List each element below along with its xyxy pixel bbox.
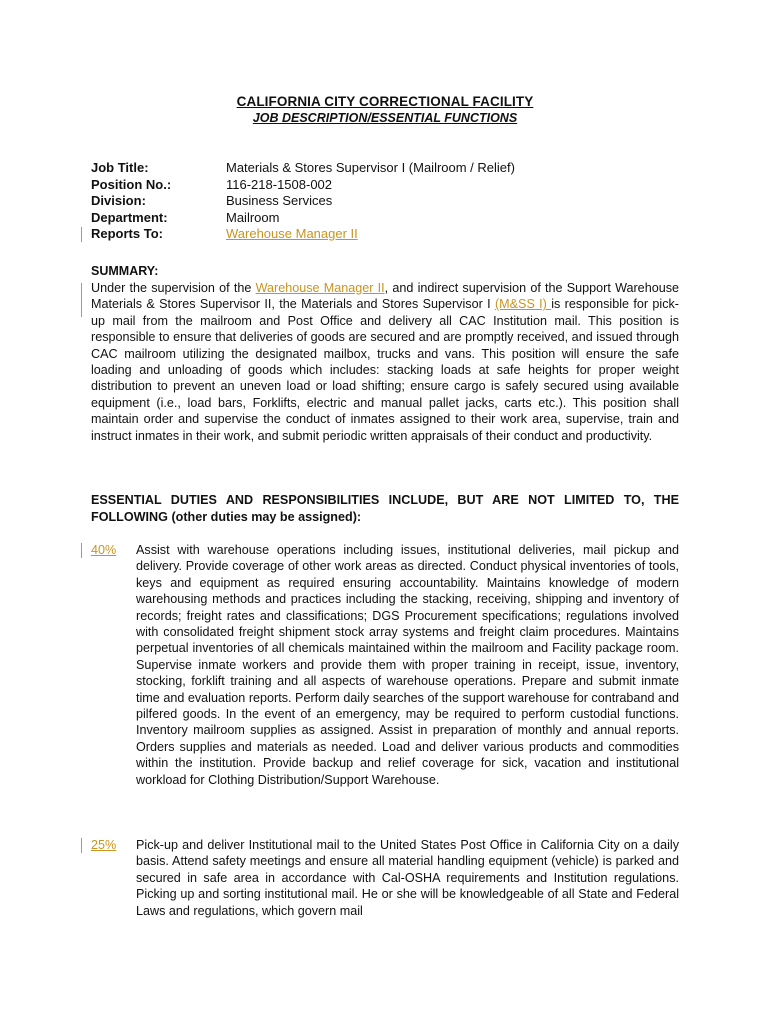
summary-paragraph: [91, 280, 679, 444]
change-bar: [81, 283, 82, 317]
position-value: 116-218-1508-002: [226, 176, 333, 192]
summary-text: , and indirect supervision of the Support Warehouse Materials & Stores Supervisor II, the Materials and Stores Supervisor I: [91, 281, 680, 312]
summary-text: Under the supervision of the: [91, 281, 256, 295]
change-bar: [81, 543, 82, 558]
division-label: Division:: [91, 193, 146, 208]
department-row: [91, 210, 681, 227]
job-info-block: [91, 160, 681, 243]
change-bar: [81, 838, 82, 853]
summary-heading: SUMMARY:: [91, 264, 159, 278]
duties-heading: ESSENTIAL DUTIES AND RESPONSIBILITIES INCLUDE, BUT ARE NOT LIMITED TO, THE FOLLOWING (other duties may be assigned):: [91, 493, 679, 524]
mss-link[interactable]: (M&SS I): [494, 297, 552, 312]
document-title: CALIFORNIA CITY CORRECTIONAL FACILITY: [236, 94, 534, 109]
department-value: Mailroom: [226, 209, 280, 225]
division-row: [91, 193, 681, 210]
job-title-value: Materials & Stores Supervisor I (Mailroom / Relief): [226, 160, 515, 175]
reports-to-row: [91, 226, 681, 243]
reports-to-label: Reports To:: [91, 226, 163, 241]
job-title-label: Job Title:: [91, 160, 149, 175]
warehouse-manager-link[interactable]: Warehouse Manager II: [255, 281, 385, 295]
department-label: Department:: [91, 209, 168, 225]
division-value: Business Services: [226, 193, 333, 208]
change-bar: [81, 227, 82, 242]
position-label: Position No.:: [91, 176, 172, 192]
job-title-row: [91, 160, 681, 177]
reports-to-link[interactable]: Warehouse Manager II: [226, 226, 358, 241]
duty-percent-link[interactable]: 25%: [91, 838, 117, 852]
duty-description: Assist with warehouse operations including issues, institutional deliveries, mail pickup and delivery. Provide coverage of other work areas as directed. Conduct physical inventories of tools, keys and equipment as required ensuring accountability. Maintains knowledge of modern warehousing methods and practices including the stacking, receiving, shipping and inventory of records; freight rates and classifications; DGS Procurement specifications; regulations involved with consolidated freight shipment stock array systems and freight claim procedures. Maintains perpetual inventories of all chemicals maintained within the mailroom and Facility package room. Supervise inmate workers and provide them with proper training in receipt, issue, inventory, stocking, forklift training and all aspects of warehouse operations. Prepare and submit inmate time and evaluation reports. Perform daily searches of the support warehouse for contraband and pilfered goods. In the event of an emergency, may be required to perform custodial functions. Inventory mailroom supplies as assigned. Assist in preparation of monthly and annual reports. Orders supplies and materials as needed. Load and deliver various products and commodities within the institution. Provide backup and relief coverage for sick, vacation and institutional workload for Clothing Distribution/Support Warehouse.: [136, 543, 679, 787]
document-subtitle: JOB DESCRIPTION/ESSENTIAL FUNCTIONS: [252, 111, 518, 125]
summary-text: is responsible for pick-up mail from the mailroom and Post Office and delivery all CAC Institution mail. This position is responsible to ensure that deliveries of goods are secured and are promptly received, and issued through CAC mailroom utilizing the designated mailbox, trucks and vans. This position will ensure the safe loading and unloading of goods which includes: stacking loads at safe heights for proper weight distribution to prevent an uneven load or load shifting; ensure cargo is safely secured using available equipment (i.e., load bars, Forklifts, electric and manual pallet jacks, carts etc.). This position shall maintain order and supervise the conduct of inmates assigned to their work area, supervise, train and instruct inmates in their work, and submit periodic written appraisals of their conduct and productivity.: [91, 297, 679, 443]
position-row: [91, 177, 681, 194]
duty-description: Pick-up and deliver Institutional mail to the United States Post Office in California City on a daily basis. Attend safety meetings and ensure all material handling equipment (vehicle) is parked and secured in safe area in accordance with Cal-OSHA requirements and Institution regulations. Picking up and sorting institutional mail. He or she will be knowledgeable of all State and Federal Laws and regulations, which govern mail: [136, 838, 679, 918]
duty-percent-link[interactable]: 40%: [91, 543, 117, 557]
